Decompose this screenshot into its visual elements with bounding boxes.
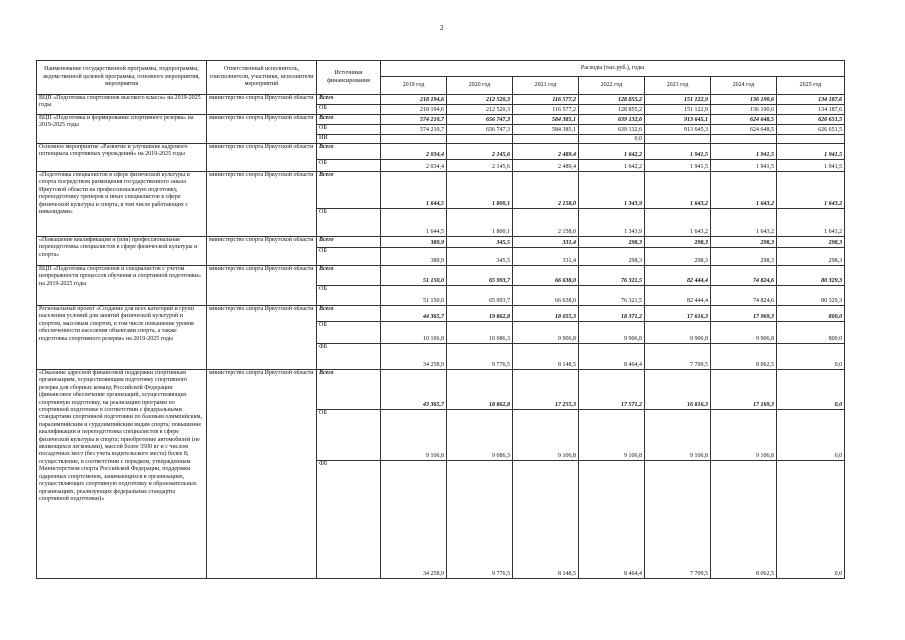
amount-cell: 2 145,6 — [447, 160, 513, 172]
header-year: 2025 год — [777, 77, 845, 95]
amount-cell: 624 648,5 — [711, 125, 777, 135]
amount-cell: 345,5 — [447, 237, 513, 248]
amount-cell: 8 148,5 — [513, 344, 579, 370]
table-row — [37, 266, 845, 286]
amount-cell: 1 643,2 — [777, 172, 845, 209]
responsible-executor: министерство спорта Иркутской области — [207, 266, 317, 306]
program-name: ВЦП «Подготовка спортсменов и специалистов с учетом непрерывности процессов обучения и спортивной подготовки» на 2019-2025 годы — [37, 266, 207, 306]
funding-source: ОБ — [317, 286, 381, 306]
amount-cell: 2 489,4 — [513, 144, 579, 160]
amount-cell: 9 906,8 — [645, 322, 711, 344]
amount-cell: 136 190,6 — [711, 105, 777, 115]
responsible-executor: министерство спорта Иркутской области — [207, 306, 317, 370]
amount-cell: 17 969,3 — [711, 306, 777, 322]
amount-cell: 298,3 — [645, 248, 711, 266]
amount-cell: 10 086,3 — [447, 322, 513, 344]
amount-cell: 212 520,3 — [447, 105, 513, 115]
amount-cell: 128 855,2 — [579, 105, 645, 115]
amount-cell: 43 365,7 — [381, 370, 447, 410]
amount-cell: 9 106,8 — [645, 410, 711, 461]
amount-cell: 8 062,5 — [711, 344, 777, 370]
amount-cell: 0,0 — [579, 135, 645, 144]
amount-cell: 584 385,1 — [513, 125, 579, 135]
program-name: «Подготовка специалистов в сфере физической культуры и спорта посредством размещения государственного заказа Иркутской области на профессиональную подготовку, переподготовку тренеров и иных специалистов в сфере физической культуры и спорта, в том числе работающих с инвалидами» — [37, 172, 207, 237]
funding-source: Всего — [317, 237, 381, 248]
amount-cell: 298,3 — [777, 237, 845, 248]
amount-cell: 1 343,9 — [579, 172, 645, 209]
amount-cell: 1 800,1 — [447, 209, 513, 237]
funding-source: ОБ — [317, 160, 381, 172]
amount-cell: 44 365,7 — [381, 306, 447, 322]
amount-cell: 1 643,2 — [645, 209, 711, 237]
responsible-executor: министерство спорта Иркутской области — [207, 370, 317, 579]
amount-cell: 624 648,5 — [711, 115, 777, 125]
funding-source: Всего — [317, 115, 381, 125]
header-year: 2020 год — [447, 77, 513, 95]
amount-cell: 34 258,9 — [381, 461, 447, 579]
amount-cell: 9 106,8 — [513, 410, 579, 461]
amount-cell: 65 993,7 — [447, 266, 513, 286]
amount-cell: 76 321,5 — [579, 266, 645, 286]
program-name: Основное мероприятие «Развитие и улучшение кадрового потенциала спортивных учреждений» на 2019-2025 годы — [37, 144, 207, 172]
amount-cell: 2 145,6 — [447, 144, 513, 160]
amount-cell: 80 329,3 — [777, 286, 845, 306]
amount-cell: 9 106,8 — [579, 410, 645, 461]
amount-cell: 8 464,4 — [579, 344, 645, 370]
amount-cell: 9 776,5 — [447, 344, 513, 370]
amount-cell: 17 616,3 — [645, 306, 711, 322]
amount-cell: 66 638,0 — [513, 266, 579, 286]
amount-cell: 8 464,4 — [579, 461, 645, 579]
amount-cell: 1 941,5 — [777, 160, 845, 172]
amount-cell: 218 194,6 — [381, 105, 447, 115]
amount-cell: 116 577,2 — [513, 95, 579, 105]
table-row — [37, 370, 845, 410]
amount-cell: 584 385,1 — [513, 115, 579, 125]
amount-cell: 116 577,2 — [513, 105, 579, 115]
amount-cell: 1 644,5 — [381, 172, 447, 209]
amount-cell — [513, 135, 579, 144]
page-number: 2 — [440, 24, 444, 32]
amount-cell: 74 824,6 — [711, 266, 777, 286]
amount-cell: 66 638,0 — [513, 286, 579, 306]
header-year: 2022 год — [579, 77, 645, 95]
amount-cell: 389,9 — [381, 248, 447, 266]
amount-cell: 2 158,0 — [513, 209, 579, 237]
amount-cell: 0,0 — [777, 461, 845, 579]
program-name: ВЦП «Подготовка и формирование спортивного резерва» на 2019-2025 годы — [37, 115, 207, 144]
amount-cell: 9 086,3 — [447, 410, 513, 461]
amount-cell: 639 132,6 — [579, 125, 645, 135]
amount-cell: 389,9 — [381, 237, 447, 248]
amount-cell: 134 187,6 — [777, 105, 845, 115]
funding-source: ОБ — [317, 125, 381, 135]
responsible-executor: министерство спорта Иркутской области — [207, 172, 317, 237]
amount-cell: 9 776,5 — [447, 461, 513, 579]
amount-cell: 51 150,0 — [381, 266, 447, 286]
amount-cell — [381, 135, 447, 144]
amount-cell: 17 169,3 — [711, 370, 777, 410]
responsible-executor: министерство спорта Иркутской области — [207, 144, 317, 172]
amount-cell — [447, 135, 513, 144]
amount-cell: 800,0 — [777, 306, 845, 322]
funding-source: Всего — [317, 172, 381, 209]
table-row — [37, 306, 845, 322]
table-row — [37, 237, 845, 248]
amount-cell: 17 255,3 — [513, 370, 579, 410]
amount-cell: 9 906,8 — [711, 322, 777, 344]
amount-cell: 345,5 — [447, 248, 513, 266]
amount-cell: 800,0 — [777, 322, 845, 344]
amount-cell: 10 106,8 — [381, 322, 447, 344]
amount-cell: 1 941,5 — [645, 144, 711, 160]
funding-source: Всего — [317, 266, 381, 286]
funding-source: Всего — [317, 95, 381, 105]
amount-cell: 1 642,2 — [579, 144, 645, 160]
amount-cell — [777, 135, 845, 144]
amount-cell: 1 643,2 — [777, 209, 845, 237]
amount-cell: 51 150,0 — [381, 286, 447, 306]
amount-cell: 1 644,5 — [381, 209, 447, 237]
amount-cell: 80 329,3 — [777, 266, 845, 286]
amount-cell: 331,4 — [513, 248, 579, 266]
table-row — [37, 95, 845, 105]
funding-source: ФБ — [317, 344, 381, 370]
amount-cell: 18 862,8 — [447, 370, 513, 410]
header-year: 2021 год — [513, 77, 579, 95]
funding-source: ФБ — [317, 461, 381, 579]
header-year: 2023 год — [645, 77, 711, 95]
amount-cell: 913 645,3 — [645, 125, 711, 135]
header-year: 2024 год — [711, 77, 777, 95]
header-name: Наименование государственной программы, подпрограммы, ведомственной целевой программы, основного мероприятия, мероприятия — [37, 61, 207, 95]
funding-source: ОБ — [317, 209, 381, 237]
table-row — [37, 172, 845, 209]
funding-source: Всего — [317, 370, 381, 410]
funding-source: ОБ — [317, 322, 381, 344]
amount-cell: 151 122,9 — [645, 105, 711, 115]
amount-cell: 298,3 — [645, 237, 711, 248]
amount-cell: 2 034,4 — [381, 160, 447, 172]
amount-cell: 1 800,1 — [447, 172, 513, 209]
amount-cell: 2 158,0 — [513, 172, 579, 209]
amount-cell: 17 571,2 — [579, 370, 645, 410]
amount-cell: 298,3 — [711, 237, 777, 248]
program-name: «Повышение квалификации и (или) профессиональная переподготовка специалистов в сфере физической культуры и спорта» — [37, 237, 207, 266]
amount-cell: 298,3 — [579, 237, 645, 248]
amount-cell: 913 645,1 — [645, 115, 711, 125]
responsible-executor: министерство спорта Иркутской области — [207, 115, 317, 144]
amount-cell: 128 855,2 — [579, 95, 645, 105]
amount-cell — [645, 135, 711, 144]
amount-cell: 7 709,5 — [645, 461, 711, 579]
responsible-executor: министерство спорта Иркутской области — [207, 95, 317, 115]
program-name: «Оказание адресной финансовой поддержки спортивным организациям, осуществляющим подготовку спортивного резерва для сборных команд Российской Федерации (финансовое обеспечение организаций, осуществляющих спортивную подготовку, на реализацию программ по спортивной подготовке в соответствии с федеральными стандартами спортивной подготовки по базовым олимпийским, паралимпийским и сурдлимпийским видам спорта; повышение квалификации и переподготовка специалистов в сфере физической культуры и спорта; приобретение автомобилей (не являющихся легковыми), массой более 3500 кг и с числом посадочных мест (без учета водительского места) более 8; осуществление, в соответствии с порядком, утвержденным Министерством спорта Российской Федерации, поддержки одаренных спортсменов, занимающихся в организациях, осуществляющих спортивную подготовку и образовательных организациях, реализующих федеральные стандарты спортивной подготовки)» — [37, 370, 207, 579]
header-source: Источники финансирования — [317, 61, 381, 95]
amount-cell: 151 122,9 — [645, 95, 711, 105]
funding-source: Всего — [317, 144, 381, 160]
amount-cell: 656 747,3 — [447, 115, 513, 125]
amount-cell: 19 862,8 — [447, 306, 513, 322]
amount-cell: 1 643,2 — [711, 172, 777, 209]
funding-source: ОБ — [317, 248, 381, 266]
responsible-executor: министерство спорта Иркутской области — [207, 237, 317, 266]
amount-cell: 0,0 — [777, 344, 845, 370]
amount-cell: 2 489,4 — [513, 160, 579, 172]
amount-cell: 7 709,5 — [645, 344, 711, 370]
amount-cell: 1 941,5 — [711, 144, 777, 160]
header-responsible: Ответственный исполнитель, соисполнители, участники, исполнители мероприятий — [207, 61, 317, 95]
header-year: 2019 год — [381, 77, 447, 95]
amount-cell: 212 520,3 — [447, 95, 513, 105]
amount-cell: 656 747,3 — [447, 125, 513, 135]
amount-cell: 298,3 — [711, 248, 777, 266]
amount-cell: 9 906,8 — [513, 322, 579, 344]
amount-cell: 626 651,5 — [777, 125, 845, 135]
amount-cell: 1 642,2 — [579, 160, 645, 172]
amount-cell: 331,4 — [513, 237, 579, 248]
amount-cell: 1 941,5 — [711, 160, 777, 172]
amount-cell: 1 643,2 — [645, 172, 711, 209]
financing-table — [36, 60, 845, 579]
amount-cell: 82 444,4 — [645, 266, 711, 286]
amount-cell: 9 106,8 — [381, 410, 447, 461]
amount-cell: 8 148,5 — [513, 461, 579, 579]
program-name: ВЦП «Подготовка спортсменов высокого класса» на 2019-2025 годы — [37, 95, 207, 115]
table-row — [37, 144, 845, 160]
amount-cell: 1 643,2 — [711, 209, 777, 237]
amount-cell: 218 194,6 — [381, 95, 447, 105]
funding-source: ОБ — [317, 410, 381, 461]
amount-cell: 9 906,8 — [579, 322, 645, 344]
amount-cell: 34 258,9 — [381, 344, 447, 370]
amount-cell: 0,0 — [777, 370, 845, 410]
amount-cell: 0,0 — [777, 410, 845, 461]
amount-cell: 1 343,9 — [579, 209, 645, 237]
amount-cell: 574 210,7 — [381, 125, 447, 135]
amount-cell: 65 993,7 — [447, 286, 513, 306]
amount-cell: 16 816,3 — [645, 370, 711, 410]
amount-cell: 82 444,4 — [645, 286, 711, 306]
amount-cell: 2 034,4 — [381, 144, 447, 160]
funding-source: ОБ — [317, 105, 381, 115]
amount-cell: 298,3 — [777, 248, 845, 266]
program-name: Региональный проект «Создание для всех категорий и групп населения условий для занятий физической культурой и спортом, массовым спортом, в том числе повышение уровня обеспеченности населения объектами спорта, а также подготовка спортивного резерва» на 2019-2025 годы — [37, 306, 207, 370]
funding-source: ИИ — [317, 135, 381, 144]
amount-cell: 18 371,2 — [579, 306, 645, 322]
table-row — [37, 115, 845, 125]
amount-cell — [711, 135, 777, 144]
amount-cell: 1 941,5 — [645, 160, 711, 172]
amount-cell: 626 651,5 — [777, 115, 845, 125]
header-expenses: Расходы (тыс.руб.), годы — [381, 61, 845, 77]
amount-cell: 639 132,6 — [579, 115, 645, 125]
amount-cell: 76 321,5 — [579, 286, 645, 306]
amount-cell: 1 941,5 — [777, 144, 845, 160]
amount-cell: 9 106,8 — [711, 410, 777, 461]
amount-cell: 134 187,6 — [777, 95, 845, 105]
amount-cell: 18 055,3 — [513, 306, 579, 322]
amount-cell: 574 210,7 — [381, 115, 447, 125]
amount-cell: 136 190,6 — [711, 95, 777, 105]
amount-cell: 74 824,6 — [711, 286, 777, 306]
funding-source: Всего — [317, 306, 381, 322]
amount-cell: 8 062,5 — [711, 461, 777, 579]
amount-cell: 298,3 — [579, 248, 645, 266]
